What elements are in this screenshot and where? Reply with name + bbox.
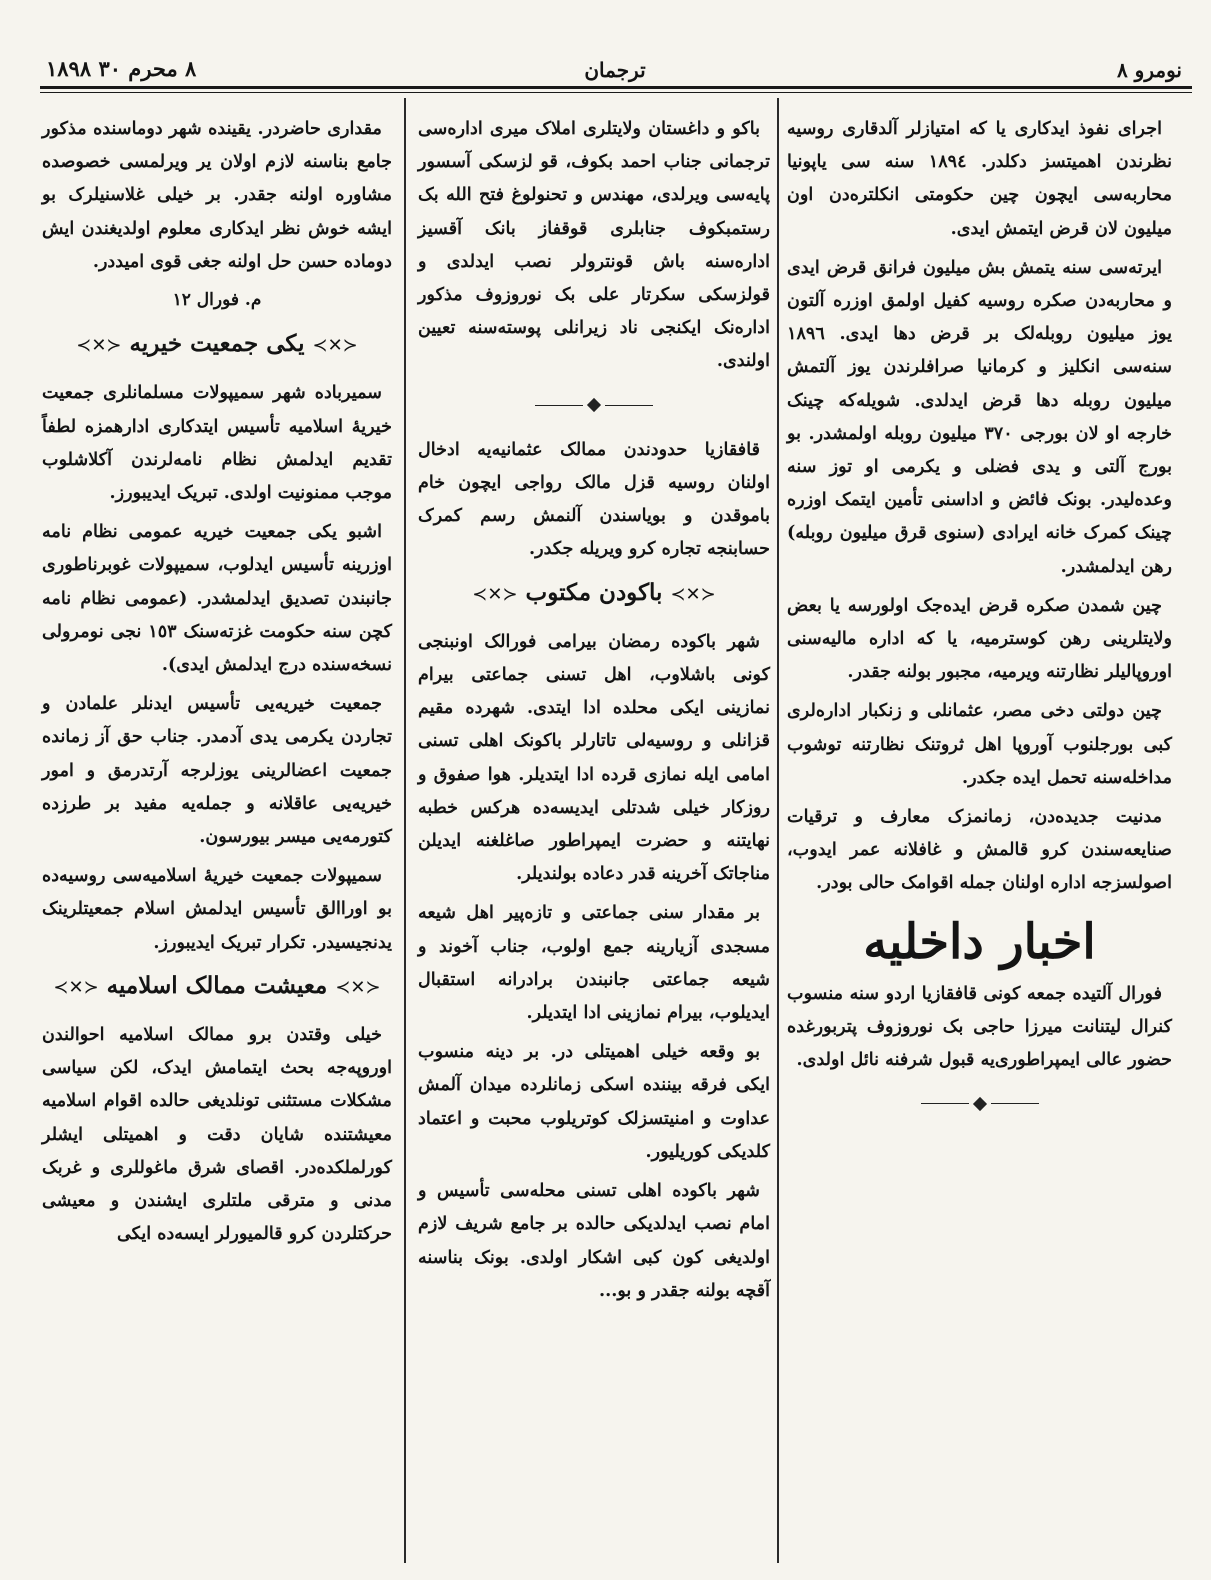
paragraph: شهر باکوده رمضان بیرامی فورالک اونبنجی کونی باشلاوب، اهل تسنی جماعتی بیرام نمازینی ایکی محلده ادا ایتدی. شهرده مقیم قزانلی و روسیه‌لی تاتارلر باکونک اهلی تسنی امامی ایله نمازی قرده ادا ایتدیلر. هوا صفوق و روزکار خیلی شدتلی ایدیسه‌ده هرکس خطبه نهایتنه و حضرت ایمپراطور صاغلغنه ایدیلن مناجاتک آخرینه قدر دعاده بولندیلر. bbox=[418, 630, 770, 885]
paragraph: چین شمدن صکره قرض ایده‌جک اولورسه یا بعض ولایتلرینی رهن کوسترمیه، یا که اداره مالیه‌سنی اوروپالیلر نظارتنه ویرمیه، مجبور بولنه جقدر. bbox=[787, 594, 1172, 683]
paragraph: ایرته‌سی سنه یتمش بش میلیون فرانق قرض ایدی و محاربه‌دن صکره روسیه کفیل اولمق اوزره آلتون یوز میلیون روبله‌لک بر قرض دها ایدی. ١٨٩٦ سنه‌سی انکلیز و کرمانیا صرافلرندن یوز آلتمش میلیون روبله دها قرض ایدلدی. شویله‌که چینک خارجه او لان بورجی ٣٧٠ میلیون روبله اولمشدر. بو بورج آلتی و یدی فضلی و یکرمی او توز سنه وعده‌لیدر. بونک فائض و اداسنی تأمین ایتمک اوزره چینک کمرک خانه ایرادی (سنوی قرق میلیون روبله) رهن ایدلمشدر. bbox=[787, 256, 1172, 577]
column-left bbox=[42, 112, 392, 1257]
masthead-rule-thin bbox=[40, 92, 1192, 93]
ornament-icon: ≺✕≻ bbox=[335, 976, 381, 998]
paragraph: بو وقعه خیلی اهمیتلی در. بر دینه منسوب ایکی فرقه بیننده اسکی زمانلرده میدان آلمش عداوت و امنیتسزلک کوتریلوب محبت و اعتماد کلدیکی کوریلیور. bbox=[418, 1041, 770, 1162]
section-divider bbox=[418, 388, 770, 421]
issue-date: ٨ محرم ٣٠ ١٨٩٨ bbox=[46, 56, 197, 81]
newspaper-title: ترجمان bbox=[584, 58, 646, 82]
ornament-icon: ≺✕≻ bbox=[670, 583, 716, 605]
ornament-icon: ≺✕≻ bbox=[76, 335, 122, 357]
paragraph: قافقازیا حدودندن ممالک عثمانیه‌یه ادخال اولنان روسیه قزل مالک رواجی ایچون خام باموقدن و بویاسندن آلنمش رسم کمرک حسابنجه تجاره کرو ویریله جکدر. bbox=[418, 438, 770, 560]
column-middle bbox=[418, 112, 770, 1313]
section-heading-letter-from-baku: ≺✕≻باکودن مکتوب≺✕≻ bbox=[418, 576, 770, 611]
paragraph: چین دولتی دخی مصر، عثمانلی و زنکبار اداره‌لری کبی بورجلنوب آوروپا اهل ثروتنک نظارتنه توشوب مداخله‌سنه تحمل ایده جکدر. bbox=[787, 700, 1172, 788]
paragraph: سمیپولات جمعیت خیریهٔ اسلامیه‌سی روسیه‌ده بو اوراالق تأسیس ایدلمش اسلام جمعیتلرینک یدنجیسیدر. تکرار تبریک ایدیبورز. bbox=[42, 865, 392, 953]
dateline: م. فورال ١٢ bbox=[172, 290, 262, 311]
column-divider-right bbox=[777, 98, 779, 1563]
masthead bbox=[40, 52, 1190, 90]
ornament-icon: ≺✕≻ bbox=[472, 583, 518, 605]
paragraph: اشبو یکی جمعیت خیریه عمومی نظام نامه اوزرینه تأسیس ایدلوب، سمیپولات غوبرناطوری جانبندن تصدیق ایدلمشدر. (عمومی نظام نامه کچن سنه حکومت غزته‌سنک ١٥٣ نجی نومرولی نسخه‌سنده درج ایدلمش ایدی). bbox=[42, 521, 392, 676]
paragraph: سمیرباده شهر سمیپولات مسلمانلری جمعیت خیریهٔ اسلامیه تأسیس ایتدکاری ادارهمزه لطفاً تقدیم ایدلمش نظام نامه‌لرندن آکلاشلوب موجب ممنونیت اولدی. تبریک ایدیبورز. bbox=[42, 382, 392, 504]
paragraph: جمعیت خیریه‌یی تأسیس ایدنلر علمادن و تجاردن یکرمی یدی آدمدر. جناب حق آز زمانده جمعیت اعضالرینی یوزلرجه آرتدرمق و امور خیریه‌یی عاقلانه و جمله‌یه مفید بر طرزده کتورمه‌یی میسر بیورسون. bbox=[42, 693, 392, 848]
ornament-icon: ≺✕≻ bbox=[53, 976, 99, 998]
paragraph: باکو و داغستان ولایتلری املاک میری اداره‌سی ترجمانی جناب احمد بکوف، قو لزسکی آسسور پایه‌سی ویرلدی، مهندس و تحنولوغ فتح الله بک رستمبکوف جنابلری قوقفاز بانک آقسیز اداره‌سنه باش قونترولر نصب ایدلدی و قولزسکی سکرتار علی بک نوروزوف مذکور اداره‌نک ایکنجی ناد زیرانلی پوسته‌سنه تعیین اولندی. bbox=[418, 118, 770, 372]
paragraph: اجرای نفوذ ایدکاری یا که امتیازلر آلدقاری روسیه نظرندن اهمیتسز دکلدر. ١٨٩٤ سنه سی یاپونیا محاربه‌سی ایچون چین حکومتی انکلتره‌دن اون میلیون لان قرض ایتمش ایدی. bbox=[787, 118, 1173, 239]
column-right bbox=[787, 112, 1172, 1132]
section-divider bbox=[787, 1086, 1172, 1119]
section-heading-islamic-lands: ≺✕≻معیشت ممالک اسلامیه≺✕≻ bbox=[42, 969, 392, 1004]
paragraph: مدنیت جدیده‌دن، زمانمزک معارف و ترقیات صنایعه‌سندن کرو قالمش و غافلانه عمر ایدوب، اصولسزجه اداره اولنان جمله اقوامک حالی بودر. bbox=[787, 806, 1172, 894]
paragraph: شهر باکوده اهلی تسنی محله‌سی تأسیس و امام نصب ایدلدیکی حالده بر جامع شریف لازم اولدیغی کون کبی اشکار اولدی. بونک بناسنه آقچه بولنه جقدر و بو... bbox=[418, 1180, 770, 1301]
column-divider-left bbox=[404, 98, 406, 1563]
paragraph: مقداری حاضردر. یقینده شهر دوماسنده مذکور جامع بناسنه لازم اولان یر ویرلمسی خصوصده مشاوره اولنه جقدر. بر خیلی غلاسنیلرک بو ایشه خوش نظر ایدکاری معلوم اولدیغندن ایش دوماده حسن حل اولنه جغی قوی امیددر. bbox=[42, 118, 392, 272]
paragraph: خیلی وقتدن برو ممالک اسلامیه احوالندن اوروپه‌جه بحث ایتمامش ایدک، لکن سیاسی مشکلات مستثنی تونلدیغی حالده اقوام اسلامیه معیشتنده شایان دقت و اهمیتلی ایشلر کورلملکده‌در. اقصای شرق ماغوللری و غربک مدنی و مترقی ملتلری ایشندن و معیشی حرکتلردن کرو قالمیورلر ایسه‌ده ایکی bbox=[42, 1024, 392, 1245]
paragraph: فورال آلتیده جمعه کونی قافقازیا اردو سنه منسوب کنرال لیتنانت میرزا حاجی بک نوروزوف پتربورغده حضور عالی ایمپراطوری‌یه قبول شرفنه نائل اولدی. bbox=[787, 982, 1172, 1071]
section-heading-domestic-news: اخبار داخلیه bbox=[863, 913, 1096, 970]
paragraph: بر مقدار سنی جماعتی و تازه‌پیر اهل شیعه مسجدی آزیارینه جمع اولوب، جناب آخوند و شیعه جماعتی جانبندن برادرانه استقبال ایدیلوب، بیرام نمازینی ادا ایتدیلر. bbox=[418, 902, 770, 1024]
ornament-icon: ≺✕≻ bbox=[312, 335, 358, 357]
masthead-rule bbox=[40, 86, 1192, 89]
section-heading-new-charity: ≺✕≻یکی جمعیت خیریه≺✕≻ bbox=[42, 327, 392, 362]
issue-number: نومرو ٨ bbox=[1116, 58, 1182, 82]
